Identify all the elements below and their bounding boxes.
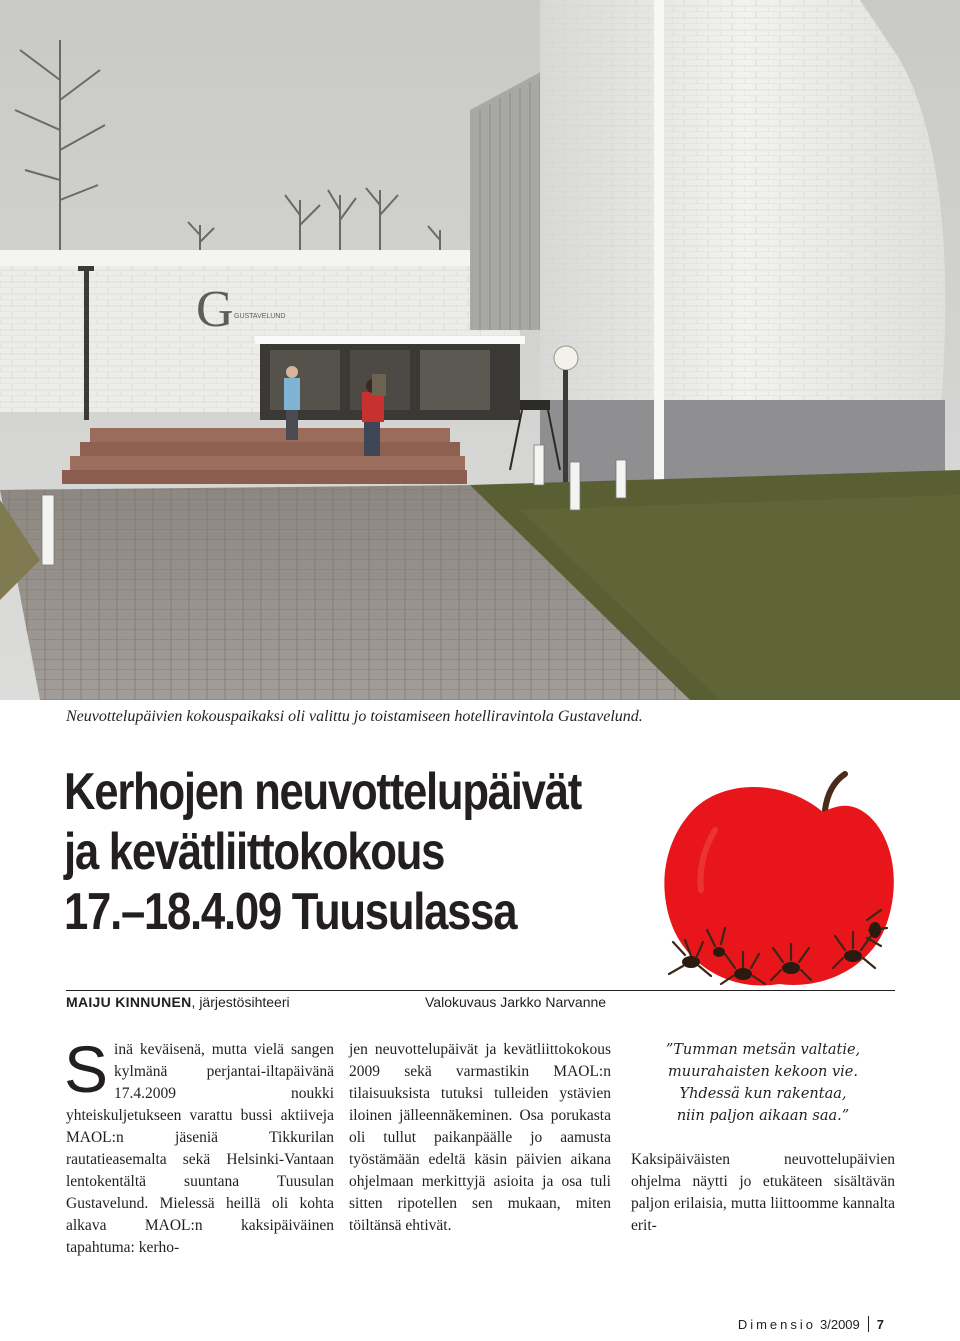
poem-line: niin paljon aikaan saa.” [676, 1108, 850, 1124]
photo-caption: Neuvottelupäivien kokouspaikaksi oli valittu jo toistamiseen hotelliravintola Gustavelund. [66, 708, 643, 725]
entrance-steps [62, 428, 467, 484]
body-text-1: inä keväisenä, mutta vielä sangen kylmänä perjantai-iltapäivänä 17.4.2009 noukki yhteiskuljetukseen varattu bussi aktiiveja MAOL:n jäseniä Tikkurilan rautatieasemalta sekä Helsinki-Vantaan lentokentältä suuntana Tuusulan Gustavelund. Mielessä heillä oli kohta alkava MAOL:n kaksipäiväinen tapahtuma: kerho- [66, 1041, 334, 1256]
headline-line-1: Kerhojen neuvottelupäivät [64, 763, 582, 821]
byline-rule [66, 990, 895, 991]
headline-line-3: 17.–18.4.09 Tuusulassa [64, 883, 517, 941]
body-text-2: jen neuvottelupäivät ja kevätliittokokous 2009 sekä varmastikin MAOL:n tilaisuuksista tutuksi tulleiden ystävien iloinen jälleennäkeminen. Osa porukasta oli tullut paikanpäälle jo aamusta työstämään edeltä käsin päivien aikana ohjelmaan merkittyjä asioita ja osa tuli sitten ripotellen sen mukaan, miten töiltänsä ehtivät. [349, 1041, 611, 1234]
article-headline [64, 762, 581, 942]
headline-line-2: ja kevätliittokokous [64, 823, 445, 881]
poem-line: Yhdessä kun rakentaa, [679, 1086, 847, 1102]
author-role: , järjestösihteeri [191, 994, 290, 1010]
drop-cap: S [64, 1032, 109, 1106]
byline [66, 994, 290, 1010]
body-column-2 [349, 1039, 611, 1237]
poem-line: muurahaisten kekoon vie. [667, 1064, 858, 1080]
page-number: 7 [876, 1317, 884, 1332]
hotel-sign-letter: G [196, 281, 234, 338]
issue-number: 3/2009 [820, 1317, 860, 1332]
page-footer [738, 1316, 884, 1332]
poem-quote [631, 1039, 895, 1127]
photo-credit: Valokuvaus Jarkko Narvanne [425, 994, 607, 1010]
hotel-sign-text: GUSTAVELUND [234, 313, 286, 320]
magazine-name: Dimensio [737, 1317, 816, 1332]
body-column-3 [631, 1039, 895, 1237]
apple-illustration [655, 770, 905, 995]
footer-divider [868, 1316, 869, 1332]
body-text-3: Kaksipäiväisten neuvottelupäivien ohjelma näytti jo etukäteen sisältävän paljon erilaisia, mutta liittoomme kannalta erit- [631, 1151, 895, 1234]
poem-line: ”Tumman metsän valtatie, [665, 1042, 861, 1058]
author-name: MAIJU KINNUNEN [66, 994, 192, 1010]
body-column-1 [64, 1032, 334, 1259]
